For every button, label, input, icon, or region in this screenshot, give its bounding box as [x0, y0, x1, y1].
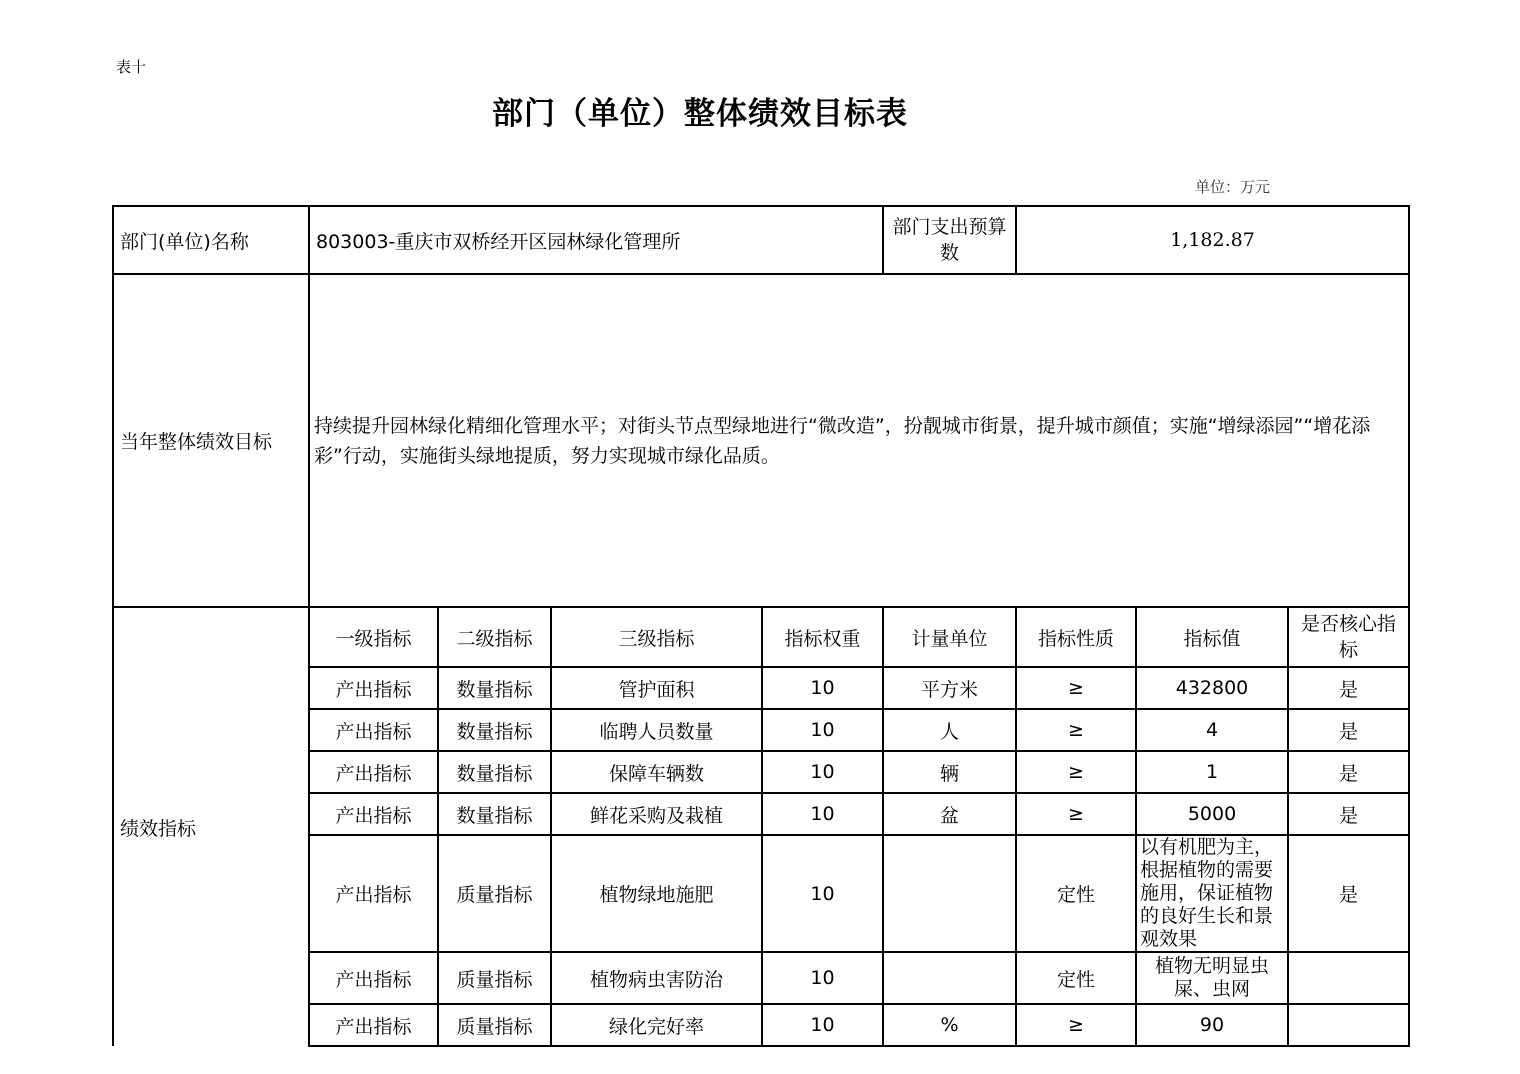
header-nature: 指标性质: [1016, 607, 1136, 667]
cell-level1: 产出指标: [309, 667, 438, 709]
cell-nature: ≥: [1016, 709, 1136, 751]
cell-core: 是: [1288, 835, 1409, 952]
header-level3: 三级指标: [551, 607, 762, 667]
goal-text: 持续提升园林绿化精细化管理水平；对街头节点型绿地进行“微改造”，扮靓城市街景，提升城市颜值；实施“增绿添园”“增花添彩”行动，实施街头绿地提质，努力实现城市绿化品质。: [309, 274, 1409, 607]
cell-level3: 植物绿地施肥: [551, 835, 762, 952]
performance-target-table: [112, 205, 1410, 1047]
cell-unit: 盆: [883, 793, 1016, 835]
cell-unit: [883, 952, 1016, 1004]
goal-row: [113, 274, 1409, 607]
cell-nature: ≥: [1016, 667, 1136, 709]
cell-core: 是: [1288, 751, 1409, 793]
cell-weight: 10: [762, 835, 883, 952]
header-value: 指标值: [1136, 607, 1288, 667]
cell-value: 4: [1136, 709, 1288, 751]
cell-nature: 定性: [1016, 952, 1136, 1004]
cell-core: [1288, 952, 1409, 1004]
budget-label: 部门支出预算数: [883, 206, 1016, 274]
cell-nature: ≥: [1016, 1004, 1136, 1046]
budget-value: 1,182.87: [1016, 206, 1409, 274]
cell-nature: 定性: [1016, 835, 1136, 952]
indicator-header-row: [113, 607, 1409, 667]
cell-unit: %: [883, 1004, 1016, 1046]
cell-level2: 数量指标: [438, 751, 551, 793]
cell-core: 是: [1288, 793, 1409, 835]
cell-core: [1288, 1004, 1409, 1046]
cell-nature: ≥: [1016, 793, 1136, 835]
table-number-label: 表十: [116, 58, 147, 76]
indicators-section-label: 绩效指标: [113, 607, 309, 1046]
cell-unit: 辆: [883, 751, 1016, 793]
header-unit: 计量单位: [883, 607, 1016, 667]
cell-level3: 管护面积: [551, 667, 762, 709]
cell-value: 以有机肥为主，根据植物的需要施用，保证植物的良好生长和景观效果: [1136, 835, 1288, 952]
cell-level2: 数量指标: [438, 709, 551, 751]
cell-level3: 绿化完好率: [551, 1004, 762, 1046]
cell-level2: 质量指标: [438, 1004, 551, 1046]
cell-level2: 数量指标: [438, 793, 551, 835]
cell-core: 是: [1288, 667, 1409, 709]
cell-level3: 保障车辆数: [551, 751, 762, 793]
header-level1: 一级指标: [309, 607, 438, 667]
dept-name-value: 803003-重庆市双桥经开区园林绿化管理所: [309, 206, 883, 274]
cell-level3: 植物病虫害防治: [551, 952, 762, 1004]
cell-unit: [883, 835, 1016, 952]
cell-value: 1: [1136, 751, 1288, 793]
cell-nature: ≥: [1016, 751, 1136, 793]
cell-value: 5000: [1136, 793, 1288, 835]
header-level2: 二级指标: [438, 607, 551, 667]
cell-weight: 10: [762, 1004, 883, 1046]
cell-level1: 产出指标: [309, 793, 438, 835]
cell-weight: 10: [762, 667, 883, 709]
page-title: 部门（单位）整体绩效目标表: [492, 96, 908, 132]
unit-note: 单位：万元: [1195, 178, 1271, 196]
header-core: 是否核心指标: [1288, 607, 1409, 667]
cell-weight: 10: [762, 952, 883, 1004]
cell-weight: 10: [762, 709, 883, 751]
cell-level1: 产出指标: [309, 751, 438, 793]
cell-weight: 10: [762, 751, 883, 793]
goal-label: 当年整体绩效目标: [113, 274, 309, 607]
cell-value: 植物无明显虫屎、虫网: [1136, 952, 1288, 1004]
cell-unit: 平方米: [883, 667, 1016, 709]
cell-level3: 鲜花采购及栽植: [551, 793, 762, 835]
cell-level2: 数量指标: [438, 667, 551, 709]
cell-value: 90: [1136, 1004, 1288, 1046]
cell-weight: 10: [762, 793, 883, 835]
cell-level1: 产出指标: [309, 709, 438, 751]
cell-unit: 人: [883, 709, 1016, 751]
cell-level1: 产出指标: [309, 835, 438, 952]
cell-level1: 产出指标: [309, 952, 438, 1004]
cell-core: 是: [1288, 709, 1409, 751]
dept-row: [113, 206, 1409, 274]
cell-level2: 质量指标: [438, 835, 551, 952]
cell-level3: 临聘人员数量: [551, 709, 762, 751]
header-weight: 指标权重: [762, 607, 883, 667]
cell-level2: 质量指标: [438, 952, 551, 1004]
cell-level1: 产出指标: [309, 1004, 438, 1046]
dept-name-label: 部门(单位)名称: [113, 206, 309, 274]
cell-value: 432800: [1136, 667, 1288, 709]
